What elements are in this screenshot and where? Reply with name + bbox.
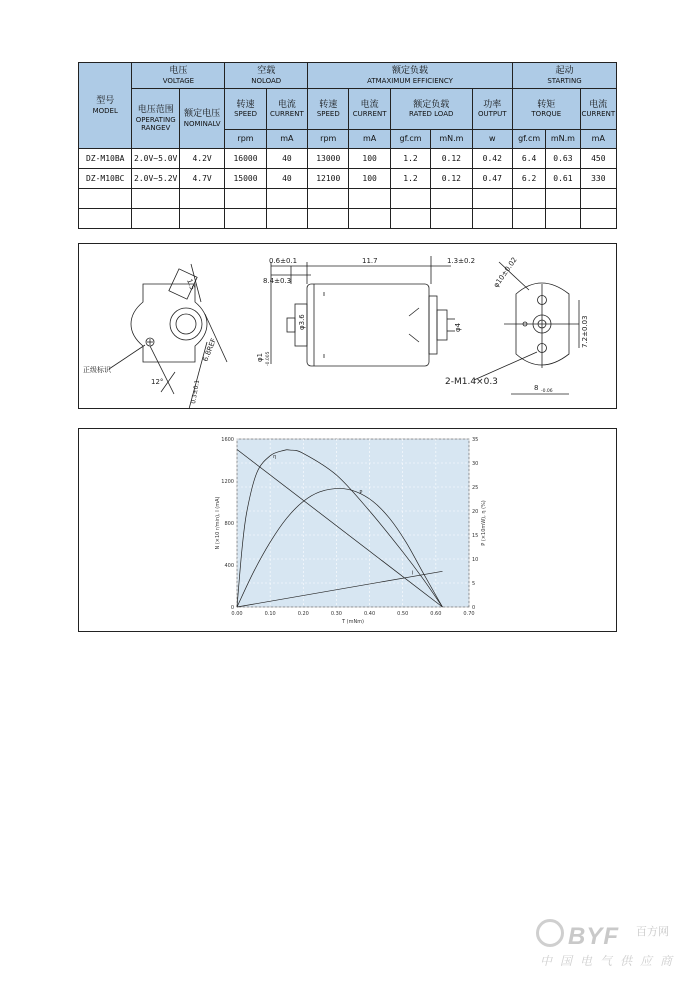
table-cell: 100 (349, 169, 390, 189)
torque-header: 转矩 TORQUE (512, 89, 580, 130)
dim-phi-10: φ10±0.02 (492, 255, 519, 290)
rated-load-header: 额定负载 RATED LOAD (390, 89, 472, 130)
dim-screw: 2-M1.4×0.3 (445, 377, 498, 387)
x-tick-label: 0.60 (430, 611, 442, 617)
table-cell: 4.2V (179, 149, 224, 169)
table-cell: 330 (580, 169, 616, 189)
watermark (528, 915, 688, 975)
y-right-tick-label: 15 (472, 533, 479, 539)
watermark-brand: BYF (568, 923, 619, 950)
nl-current-header: 电流 CURRENT (266, 89, 307, 130)
series-label: η (273, 453, 277, 460)
performance-chart (79, 429, 618, 633)
label-positive-mark: 正级标识 (83, 366, 111, 374)
table-cell: DZ-M10BC (79, 169, 132, 189)
table-cell: 0.63 (546, 149, 580, 169)
dim-8: 8 (534, 384, 539, 392)
table-cell: 15000 (225, 169, 266, 189)
series-label: I (411, 570, 414, 577)
ef-current-header: 电流 CURRENT (349, 89, 390, 130)
x-tick-label: 0.10 (264, 611, 276, 617)
y-right-tick-label: 25 (472, 485, 479, 491)
noload-header: 空载 NOLOAD (225, 63, 308, 89)
y-right-tick-label: 30 (472, 461, 479, 467)
output-header: 功率 OUTPUT (472, 89, 512, 130)
y-right-tick-label: 10 (472, 557, 479, 563)
x-tick-label: 0.50 (397, 611, 409, 617)
table-cell: 1.2 (390, 169, 430, 189)
x-tick-label: 0.40 (364, 611, 376, 617)
dim-6-8ref: 6.8REF (201, 337, 219, 363)
table-cell: 100 (349, 149, 390, 169)
y-right-tick-label: 35 (472, 437, 479, 443)
y-axis-left-label: N (×10 r/min), I (mA) (215, 496, 221, 550)
table-cell: 40 (266, 149, 307, 169)
table-row (79, 169, 617, 189)
y-axis-right-label: P (×10mW), η (%) (481, 500, 487, 546)
performance-chart-panel (78, 428, 617, 632)
table-cell: 0.61 (546, 169, 580, 189)
y-right-tick-label: 0 (472, 605, 476, 611)
dim-12deg: 12° (151, 378, 164, 386)
dim-0-6: 0.6±0.1 (269, 257, 298, 265)
table-cell: 1.2 (390, 149, 430, 169)
plot-area (237, 439, 469, 607)
voltage-header: 电压 VOLTAGE (132, 63, 225, 89)
watermark-logo-icon (536, 919, 564, 947)
dim-0-3: 0.3±0.1 (190, 379, 202, 405)
x-tick-label: 0.70 (463, 611, 475, 617)
unit-cell: mA (266, 130, 307, 149)
dim-phi-1: φ1 (256, 352, 264, 362)
spec-table (78, 62, 617, 229)
dimension-drawing (78, 243, 617, 409)
model-header: 型号 MODEL (79, 63, 132, 149)
table-cell: 2.0V~5.0V (132, 149, 179, 169)
blank-row (79, 189, 617, 209)
st-current-header: 电流 CURRENT (580, 89, 616, 130)
dim-1-5: 1.5 (185, 277, 197, 292)
table-cell: 2.0V~5.2V (132, 169, 179, 189)
table-cell: 0.12 (431, 149, 472, 169)
table-cell: 0.12 (431, 169, 472, 189)
unit-cell: mN.m (546, 130, 580, 149)
nominal-header: 额定电压 NOMINALV (179, 89, 224, 149)
series-label: P (359, 489, 363, 496)
unit-cell: mN.m (431, 130, 472, 149)
dim-8-tol: -0.06 (541, 389, 553, 394)
y-left-tick-label: 400 (224, 563, 234, 569)
x-tick-label: 0.00 (231, 611, 243, 617)
y-left-tick-label: 1200 (221, 479, 234, 485)
y-right-tick-label: 20 (472, 509, 479, 515)
unit-cell: rpm (308, 130, 349, 149)
unit-cell: mA (580, 130, 616, 149)
table-cell: 40 (266, 169, 307, 189)
table-cell: 450 (580, 149, 616, 169)
dim-7-2: 7.2±0.03 (581, 315, 589, 348)
y-left-tick-label: 800 (224, 521, 234, 527)
table-cell: 16000 (225, 149, 266, 169)
table-row (79, 149, 617, 169)
op-range-header: 电压范围 OPERATING RANGEV (132, 89, 179, 149)
nl-speed-header: 转速 SPEED (225, 89, 266, 130)
starting-header: 起动 STARTING (512, 63, 616, 89)
table-cell: 0.42 (472, 149, 512, 169)
table-cell: 13000 (308, 149, 349, 169)
x-tick-label: 0.30 (330, 611, 342, 617)
table-cell: 12100 (308, 169, 349, 189)
dim-phi-3-6: φ3.6 (298, 314, 306, 330)
end-view-left (109, 264, 227, 409)
y-left-tick-label: 1600 (221, 437, 234, 443)
unit-cell: w (472, 130, 512, 149)
watermark-brand-cn: 百方网 (636, 925, 669, 938)
table-cell: 0.47 (472, 169, 512, 189)
dim-8-4: 8.4±0.3 (263, 277, 292, 285)
efficiency-header: 额定负载 ATMAXIMUM EFFICIENCY (308, 63, 513, 89)
table-cell: 6.4 (512, 149, 545, 169)
blank-row (79, 209, 617, 229)
table-cell: 6.2 (512, 169, 545, 189)
y-left-tick-label: 0 (230, 605, 234, 611)
x-axis-label: T (mNm) (341, 619, 365, 625)
unit-cell: mA (349, 130, 390, 149)
dim-phi-4: φ4 (454, 322, 462, 332)
dim-phi-1-tol: -0.005 (266, 351, 271, 366)
unit-cell: rpm (225, 130, 266, 149)
end-view-right (474, 262, 579, 394)
unit-cell: gf.cm (512, 130, 545, 149)
dim-1-3: 1.3±0.2 (447, 257, 476, 265)
unit-cell: gf.cm (390, 130, 430, 149)
table-cell: 4.7V (179, 169, 224, 189)
watermark-subtitle: 中国电气供应商 (540, 954, 681, 968)
table-cell: DZ-M10BA (79, 149, 132, 169)
dim-11-7: 11.7 (362, 257, 378, 265)
x-tick-label: 0.20 (297, 611, 309, 617)
side-view-middle (271, 256, 455, 366)
y-right-tick-label: 5 (472, 581, 476, 587)
ef-speed-header: 转速 SPEED (308, 89, 349, 130)
